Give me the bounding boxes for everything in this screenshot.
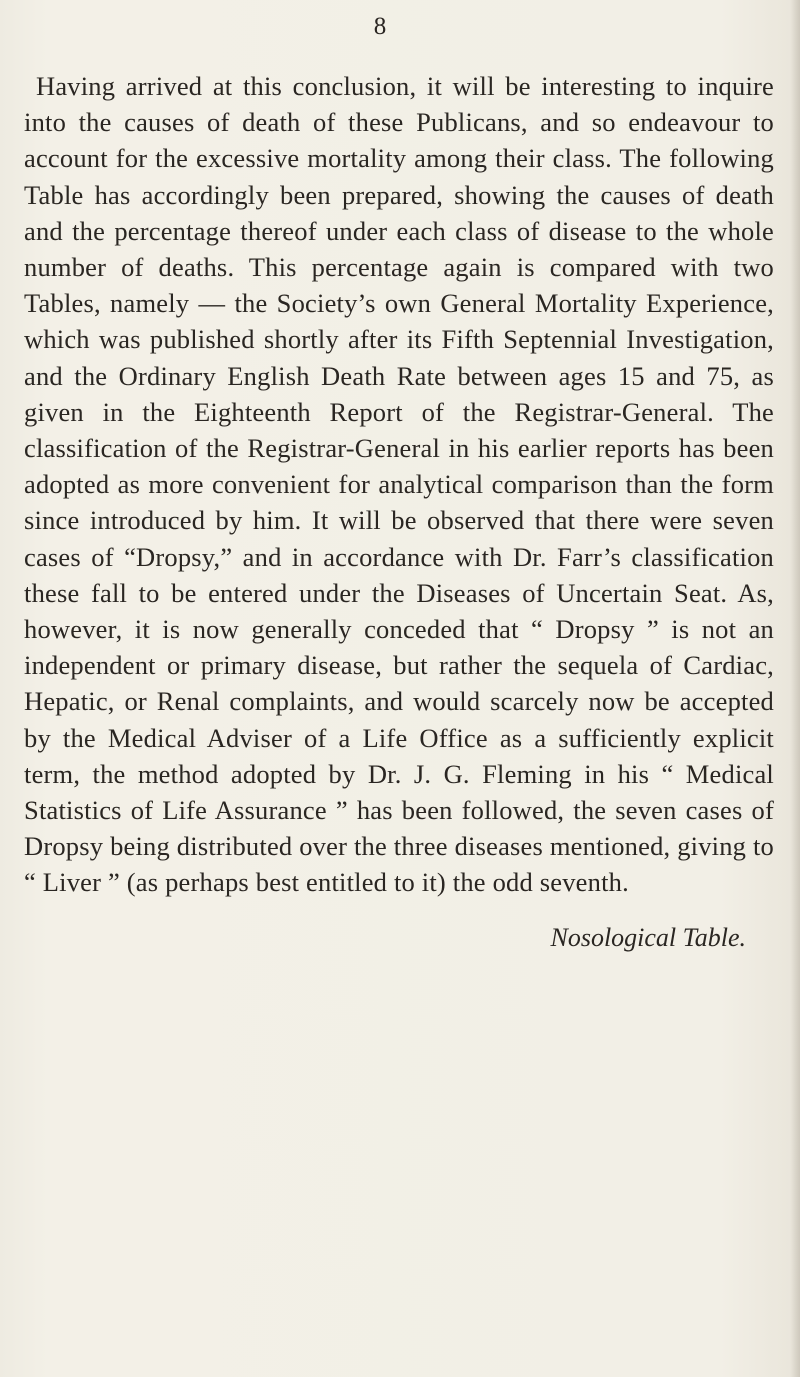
body-paragraph: Having arrived at this conclusion, it will be interesting to inquire into the causes of death of these Publicans, and so endeavour to account for the excessive mortality among their class. The following Table has accordingly been prepared, showing the causes of death and the percentage thereof under each class of disease to the whole number of deaths. This percentage again is compared with two Tables, namely — the Society’s own General Mortality Experience, which was published shortly after its Fifth Septennial Investigation, and the Ordinary English Death Rate between ages 15 and 75, as given in the Eighteenth Report of the Registrar-General. The classification of the Registrar-General in his earlier reports has been adopted as more convenient for analytical comparison than the form since introduced by him. It will be observed that there were seven cases of “Dropsy,” and in accordance with Dr. Farr’s classification these fall to be entered under the Diseases of Uncertain Seat. As, however, it is now generally conceded that “ Dropsy ” is not an independent or primary disease, but rather the sequela of Cardiac, Hepatic, or Renal complaints, and would scarcely now be accepted by the Medical Adviser of a Life Office as a sufficiently explicit term, the method adopted by Dr. J. G. Fleming in his “ Medical Statistics of Life Assurance ” has been followed, the seven cases of Dropsy being distributed over the three diseases mentioned, giving to “ Liver ” (as perhaps best entitled to it) the odd seventh.	[24, 71, 774, 898]
page-number: 8	[373, 13, 387, 40]
table-caption: Nosological Table.	[550, 923, 746, 952]
page-edge-shadow	[790, 0, 800, 1377]
